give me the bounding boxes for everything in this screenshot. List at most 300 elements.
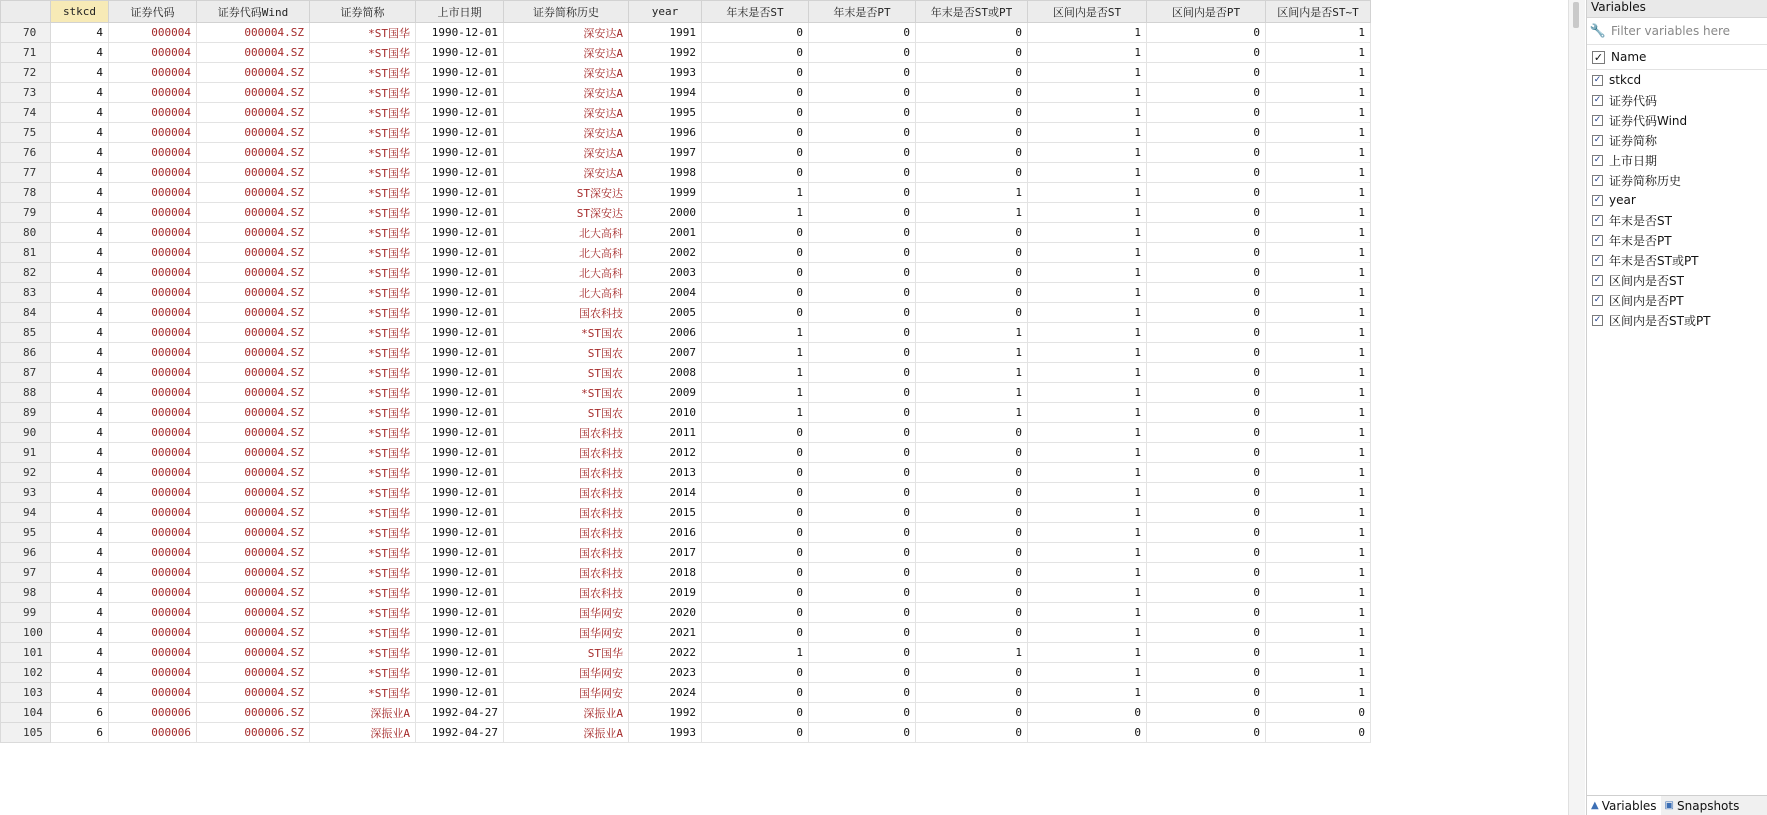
table-cell[interactable]: 深安达A bbox=[504, 103, 629, 123]
table-cell[interactable]: 000004 bbox=[109, 383, 197, 403]
table-cell[interactable]: 0 bbox=[702, 43, 809, 63]
table-row[interactable] bbox=[1, 503, 1371, 523]
table-row[interactable] bbox=[1, 263, 1371, 283]
table-cell[interactable]: *ST国华 bbox=[310, 663, 416, 683]
table-cell[interactable]: 2020 bbox=[629, 603, 702, 623]
table-cell[interactable]: 1 bbox=[1028, 463, 1147, 483]
table-cell[interactable]: 1990-12-01 bbox=[416, 403, 504, 423]
table-cell[interactable]: 000004 bbox=[109, 323, 197, 343]
table-cell[interactable]: 0 bbox=[809, 443, 916, 463]
table-cell[interactable]: 4 bbox=[51, 683, 109, 703]
table-cell[interactable]: 0 bbox=[1147, 403, 1266, 423]
table-cell[interactable]: 000004.SZ bbox=[197, 283, 310, 303]
table-cell[interactable]: 0 bbox=[1147, 223, 1266, 243]
table-cell[interactable]: 0 bbox=[916, 443, 1028, 463]
table-cell[interactable]: 1 bbox=[1028, 363, 1147, 383]
table-row[interactable] bbox=[1, 603, 1371, 623]
table-cell[interactable]: 1990-12-01 bbox=[416, 383, 504, 403]
table-row[interactable] bbox=[1, 243, 1371, 263]
table-cell[interactable]: 000004.SZ bbox=[197, 523, 310, 543]
table-cell[interactable]: 1 bbox=[1028, 123, 1147, 143]
table-row[interactable] bbox=[1, 63, 1371, 83]
table-cell[interactable]: 000004 bbox=[109, 263, 197, 283]
table-cell[interactable]: 0 bbox=[702, 443, 809, 463]
table-cell[interactable]: 2002 bbox=[629, 243, 702, 263]
table-cell[interactable]: 000004.SZ bbox=[197, 343, 310, 363]
table-row[interactable] bbox=[1, 583, 1371, 603]
table-cell[interactable]: 0 bbox=[916, 123, 1028, 143]
table-cell[interactable]: 0 bbox=[809, 123, 916, 143]
row-number[interactable]: 99 bbox=[1, 603, 51, 623]
table-cell[interactable]: 1998 bbox=[629, 163, 702, 183]
table-cell[interactable]: 2003 bbox=[629, 263, 702, 283]
table-cell[interactable]: 1 bbox=[916, 383, 1028, 403]
table-cell[interactable]: 1990-12-01 bbox=[416, 463, 504, 483]
table-cell[interactable]: 0 bbox=[1147, 243, 1266, 263]
table-cell[interactable]: 1996 bbox=[629, 123, 702, 143]
table-cell[interactable]: 1 bbox=[1028, 83, 1147, 103]
filter-variables-input[interactable] bbox=[1609, 23, 1763, 39]
table-cell[interactable]: 0 bbox=[702, 243, 809, 263]
variable-item[interactable] bbox=[1587, 110, 1767, 130]
table-cell[interactable]: 1 bbox=[1028, 643, 1147, 663]
table-cell[interactable]: 深安达A bbox=[504, 83, 629, 103]
table-cell[interactable]: 0 bbox=[916, 463, 1028, 483]
table-cell[interactable]: 1990-12-01 bbox=[416, 623, 504, 643]
table-cell[interactable]: 1990-12-01 bbox=[416, 503, 504, 523]
table-cell[interactable]: 0 bbox=[1147, 23, 1266, 43]
table-cell[interactable]: 1 bbox=[1028, 623, 1147, 643]
table-cell[interactable]: 000004.SZ bbox=[197, 503, 310, 523]
table-cell[interactable]: 1990-12-01 bbox=[416, 563, 504, 583]
table-cell[interactable]: 国华网安 bbox=[504, 623, 629, 643]
table-cell[interactable]: 0 bbox=[916, 263, 1028, 283]
table-cell[interactable]: 4 bbox=[51, 583, 109, 603]
row-number[interactable]: 101 bbox=[1, 643, 51, 663]
variable-checkbox[interactable]: ✓ bbox=[1593, 234, 1602, 245]
table-cell[interactable]: 4 bbox=[51, 423, 109, 443]
table-cell[interactable]: 000004 bbox=[109, 563, 197, 583]
table-row[interactable] bbox=[1, 623, 1371, 643]
table-cell[interactable]: 0 bbox=[809, 603, 916, 623]
table-cell[interactable]: 1 bbox=[1028, 103, 1147, 123]
table-cell[interactable]: *ST国华 bbox=[310, 303, 416, 323]
table-cell[interactable]: 0 bbox=[809, 543, 916, 563]
table-cell[interactable]: 0 bbox=[809, 623, 916, 643]
table-cell[interactable]: 000004 bbox=[109, 143, 197, 163]
row-number[interactable]: 82 bbox=[1, 263, 51, 283]
table-cell[interactable]: 4 bbox=[51, 463, 109, 483]
table-cell[interactable]: 0 bbox=[809, 203, 916, 223]
table-cell[interactable]: 国华网安 bbox=[504, 683, 629, 703]
table-cell[interactable]: 1 bbox=[1266, 323, 1371, 343]
table-cell[interactable]: 1990-12-01 bbox=[416, 523, 504, 543]
table-cell[interactable]: 000004.SZ bbox=[197, 203, 310, 223]
table-cell[interactable]: 0 bbox=[702, 603, 809, 623]
table-cell[interactable]: 1 bbox=[1266, 583, 1371, 603]
column-header[interactable]: 证券代码 bbox=[109, 1, 197, 23]
table-cell[interactable]: 0 bbox=[1147, 143, 1266, 163]
variable-item[interactable] bbox=[1587, 150, 1767, 170]
table-cell[interactable]: 2014 bbox=[629, 483, 702, 503]
table-cell[interactable]: 0 bbox=[809, 23, 916, 43]
table-cell[interactable]: 6 bbox=[51, 703, 109, 723]
table-cell[interactable]: 2009 bbox=[629, 383, 702, 403]
table-cell[interactable]: 0 bbox=[809, 283, 916, 303]
table-cell[interactable]: 0 bbox=[916, 623, 1028, 643]
table-cell[interactable]: 1990-12-01 bbox=[416, 143, 504, 163]
table-cell[interactable]: 0 bbox=[702, 163, 809, 183]
table-cell[interactable]: 000004.SZ bbox=[197, 323, 310, 343]
table-cell[interactable]: 1990-12-01 bbox=[416, 123, 504, 143]
name-column-header[interactable] bbox=[1587, 45, 1767, 70]
table-cell[interactable]: *ST国华 bbox=[310, 423, 416, 443]
row-number[interactable]: 70 bbox=[1, 23, 51, 43]
table-cell[interactable]: 0 bbox=[1147, 543, 1266, 563]
table-cell[interactable]: *ST国华 bbox=[310, 223, 416, 243]
table-cell[interactable]: 000004 bbox=[109, 503, 197, 523]
table-cell[interactable]: 000004.SZ bbox=[197, 603, 310, 623]
table-cell[interactable]: 0 bbox=[809, 583, 916, 603]
table-cell[interactable]: 0 bbox=[809, 383, 916, 403]
table-cell[interactable]: 000006.SZ bbox=[197, 703, 310, 723]
table-cell[interactable]: 4 bbox=[51, 83, 109, 103]
table-cell[interactable]: 0 bbox=[1147, 503, 1266, 523]
table-cell[interactable]: 000004 bbox=[109, 463, 197, 483]
variable-item[interactable] bbox=[1587, 90, 1767, 110]
row-number[interactable]: 78 bbox=[1, 183, 51, 203]
table-cell[interactable]: 1990-12-01 bbox=[416, 423, 504, 443]
table-cell[interactable]: *ST国华 bbox=[310, 363, 416, 383]
table-cell[interactable]: 2012 bbox=[629, 443, 702, 463]
table-cell[interactable]: 1 bbox=[1028, 543, 1147, 563]
table-cell[interactable]: 0 bbox=[916, 423, 1028, 443]
column-header[interactable]: 上市日期 bbox=[416, 1, 504, 23]
table-cell[interactable]: 0 bbox=[1147, 303, 1266, 323]
table-cell[interactable]: 北大高科 bbox=[504, 283, 629, 303]
table-cell[interactable]: 000004.SZ bbox=[197, 163, 310, 183]
column-header[interactable]: 证券代码Wind bbox=[197, 1, 310, 23]
table-cell[interactable]: *ST国华 bbox=[310, 63, 416, 83]
table-cell[interactable]: 2015 bbox=[629, 503, 702, 523]
variable-item[interactable] bbox=[1587, 130, 1767, 150]
row-number[interactable]: 90 bbox=[1, 423, 51, 443]
table-cell[interactable]: *ST国华 bbox=[310, 43, 416, 63]
table-cell[interactable]: 4 bbox=[51, 603, 109, 623]
table-cell[interactable]: 深振业A bbox=[504, 703, 629, 723]
table-cell[interactable]: 4 bbox=[51, 323, 109, 343]
row-number[interactable]: 80 bbox=[1, 223, 51, 243]
table-cell[interactable]: 0 bbox=[702, 103, 809, 123]
variable-item[interactable] bbox=[1587, 190, 1767, 210]
table-cell[interactable]: 1 bbox=[702, 363, 809, 383]
table-cell[interactable]: 0 bbox=[809, 303, 916, 323]
scrollbar-thumb[interactable] bbox=[1573, 2, 1579, 28]
table-cell[interactable]: 国华网安 bbox=[504, 663, 629, 683]
table-cell[interactable]: 4 bbox=[51, 383, 109, 403]
column-header[interactable]: 区间内是否ST~T bbox=[1266, 1, 1371, 23]
table-cell[interactable]: 1 bbox=[1266, 203, 1371, 223]
table-cell[interactable]: 4 bbox=[51, 223, 109, 243]
table-cell[interactable]: 2013 bbox=[629, 463, 702, 483]
row-number[interactable]: 74 bbox=[1, 103, 51, 123]
table-cell[interactable]: 0 bbox=[809, 403, 916, 423]
table-cell[interactable]: 0 bbox=[1147, 163, 1266, 183]
table-row[interactable] bbox=[1, 163, 1371, 183]
table-cell[interactable]: 2007 bbox=[629, 343, 702, 363]
table-row[interactable] bbox=[1, 23, 1371, 43]
table-cell[interactable]: 1 bbox=[916, 403, 1028, 423]
table-cell[interactable]: 0 bbox=[1147, 643, 1266, 663]
table-row[interactable] bbox=[1, 303, 1371, 323]
table-cell[interactable]: 1990-12-01 bbox=[416, 323, 504, 343]
table-cell[interactable]: *ST国华 bbox=[310, 603, 416, 623]
table-cell[interactable]: 0 bbox=[809, 43, 916, 63]
table-row[interactable] bbox=[1, 703, 1371, 723]
table-cell[interactable]: 2008 bbox=[629, 363, 702, 383]
table-row[interactable] bbox=[1, 123, 1371, 143]
table-cell[interactable]: 1990-12-01 bbox=[416, 483, 504, 503]
table-cell[interactable]: 1 bbox=[1028, 203, 1147, 223]
table-cell[interactable]: 0 bbox=[809, 83, 916, 103]
row-number[interactable]: 75 bbox=[1, 123, 51, 143]
table-cell[interactable]: 000004 bbox=[109, 183, 197, 203]
table-cell[interactable]: 2000 bbox=[629, 203, 702, 223]
table-cell[interactable]: 000006 bbox=[109, 723, 197, 743]
table-row[interactable] bbox=[1, 563, 1371, 583]
table-cell[interactable]: 1 bbox=[1028, 603, 1147, 623]
row-number[interactable]: 79 bbox=[1, 203, 51, 223]
row-number[interactable]: 92 bbox=[1, 463, 51, 483]
table-cell[interactable]: *ST国华 bbox=[310, 263, 416, 283]
table-cell[interactable]: 1990-12-01 bbox=[416, 643, 504, 663]
table-cell[interactable]: 1995 bbox=[629, 103, 702, 123]
table-cell[interactable]: 1 bbox=[1266, 363, 1371, 383]
table-cell[interactable]: 000004.SZ bbox=[197, 143, 310, 163]
table-cell[interactable]: 0 bbox=[809, 463, 916, 483]
table-cell[interactable]: 0 bbox=[916, 83, 1028, 103]
table-cell[interactable]: 国农科技 bbox=[504, 523, 629, 543]
table-cell[interactable]: 0 bbox=[1147, 583, 1266, 603]
table-cell[interactable]: 1 bbox=[1028, 223, 1147, 243]
table-row[interactable] bbox=[1, 183, 1371, 203]
table-cell[interactable]: 4 bbox=[51, 363, 109, 383]
table-cell[interactable]: 0 bbox=[702, 463, 809, 483]
table-cell[interactable]: 国农科技 bbox=[504, 443, 629, 463]
table-cell[interactable]: 0 bbox=[1147, 63, 1266, 83]
table-row[interactable] bbox=[1, 723, 1371, 743]
table-cell[interactable]: 1 bbox=[1266, 503, 1371, 523]
table-cell[interactable]: 1 bbox=[1028, 403, 1147, 423]
table-cell[interactable]: 国华网安 bbox=[504, 603, 629, 623]
table-cell[interactable]: 000004.SZ bbox=[197, 123, 310, 143]
row-number[interactable]: 103 bbox=[1, 683, 51, 703]
table-cell[interactable]: 1990-12-01 bbox=[416, 343, 504, 363]
table-cell[interactable]: 0 bbox=[916, 303, 1028, 323]
table-cell[interactable]: 2018 bbox=[629, 563, 702, 583]
table-cell[interactable]: *ST国华 bbox=[310, 143, 416, 163]
table-cell[interactable]: 000004.SZ bbox=[197, 303, 310, 323]
table-cell[interactable]: 2011 bbox=[629, 423, 702, 443]
table-row[interactable] bbox=[1, 543, 1371, 563]
table-cell[interactable]: 0 bbox=[1147, 623, 1266, 643]
table-cell[interactable]: 000004.SZ bbox=[197, 23, 310, 43]
table-cell[interactable]: 1 bbox=[1028, 523, 1147, 543]
table-cell[interactable]: 0 bbox=[809, 483, 916, 503]
table-row[interactable] bbox=[1, 423, 1371, 443]
table-cell[interactable]: 北大高科 bbox=[504, 263, 629, 283]
table-cell[interactable]: 000004.SZ bbox=[197, 243, 310, 263]
table-cell[interactable]: 2010 bbox=[629, 403, 702, 423]
table-cell[interactable]: 4 bbox=[51, 503, 109, 523]
row-number[interactable]: 105 bbox=[1, 723, 51, 743]
table-cell[interactable]: 000004.SZ bbox=[197, 383, 310, 403]
table-cell[interactable]: 0 bbox=[1147, 683, 1266, 703]
table-cell[interactable]: 1990-12-01 bbox=[416, 23, 504, 43]
table-cell[interactable]: 1 bbox=[1028, 683, 1147, 703]
table-cell[interactable]: 国农科技 bbox=[504, 543, 629, 563]
row-number[interactable]: 84 bbox=[1, 303, 51, 323]
table-cell[interactable]: 000004.SZ bbox=[197, 223, 310, 243]
row-number[interactable]: 81 bbox=[1, 243, 51, 263]
table-cell[interactable]: 北大高科 bbox=[504, 223, 629, 243]
table-cell[interactable]: 1 bbox=[1028, 303, 1147, 323]
table-cell[interactable]: 1 bbox=[1028, 423, 1147, 443]
table-cell[interactable]: 000004.SZ bbox=[197, 483, 310, 503]
table-cell[interactable]: 1991 bbox=[629, 23, 702, 43]
column-header[interactable]: 年末是否ST或PT bbox=[916, 1, 1028, 23]
table-cell[interactable]: 000004 bbox=[109, 123, 197, 143]
table-cell[interactable]: 0 bbox=[916, 103, 1028, 123]
table-cell[interactable]: 4 bbox=[51, 343, 109, 363]
table-cell[interactable]: 000004 bbox=[109, 223, 197, 243]
table-cell[interactable]: 0 bbox=[702, 563, 809, 583]
table-cell[interactable]: 000004 bbox=[109, 443, 197, 463]
table-cell[interactable]: *ST国华 bbox=[310, 563, 416, 583]
table-cell[interactable]: 国农科技 bbox=[504, 303, 629, 323]
table-cell[interactable]: 2006 bbox=[629, 323, 702, 343]
table-cell[interactable]: 000004 bbox=[109, 643, 197, 663]
table-cell[interactable]: 0 bbox=[702, 283, 809, 303]
table-cell[interactable]: 0 bbox=[916, 703, 1028, 723]
table-cell[interactable]: 2024 bbox=[629, 683, 702, 703]
table-cell[interactable]: 4 bbox=[51, 443, 109, 463]
table-cell[interactable]: 0 bbox=[916, 223, 1028, 243]
table-cell[interactable]: 1 bbox=[1266, 463, 1371, 483]
table-cell[interactable]: 1990-12-01 bbox=[416, 283, 504, 303]
table-cell[interactable]: 1 bbox=[1028, 563, 1147, 583]
table-cell[interactable]: 000004 bbox=[109, 283, 197, 303]
table-cell[interactable]: 1 bbox=[1266, 643, 1371, 663]
table-cell[interactable]: 4 bbox=[51, 483, 109, 503]
table-cell[interactable]: 1 bbox=[1266, 403, 1371, 423]
table-cell[interactable]: *ST国华 bbox=[310, 523, 416, 543]
table-cell[interactable]: 2021 bbox=[629, 623, 702, 643]
table-cell[interactable]: 0 bbox=[702, 303, 809, 323]
table-cell[interactable]: 深安达A bbox=[504, 43, 629, 63]
table-cell[interactable]: 0 bbox=[1147, 343, 1266, 363]
table-cell[interactable]: *ST国华 bbox=[310, 203, 416, 223]
table-cell[interactable]: 0 bbox=[1147, 423, 1266, 443]
table-cell[interactable]: 0 bbox=[702, 63, 809, 83]
table-row[interactable] bbox=[1, 343, 1371, 363]
table-cell[interactable]: 0 bbox=[809, 523, 916, 543]
table-cell[interactable]: *ST国华 bbox=[310, 643, 416, 663]
table-cell[interactable]: 1 bbox=[916, 323, 1028, 343]
table-cell[interactable]: 000004.SZ bbox=[197, 663, 310, 683]
table-cell[interactable]: 深安达A bbox=[504, 23, 629, 43]
variable-checkbox[interactable]: ✓ bbox=[1593, 114, 1602, 125]
table-cell[interactable]: 1 bbox=[702, 323, 809, 343]
variable-checkbox[interactable]: ✓ bbox=[1593, 254, 1602, 265]
table-cell[interactable]: 000004 bbox=[109, 243, 197, 263]
table-cell[interactable]: 1 bbox=[1028, 443, 1147, 463]
table-cell[interactable]: 1990-12-01 bbox=[416, 63, 504, 83]
table-cell[interactable]: 4 bbox=[51, 63, 109, 83]
table-cell[interactable]: *ST国华 bbox=[310, 403, 416, 423]
table-cell[interactable]: 000004.SZ bbox=[197, 623, 310, 643]
table-cell[interactable]: 1 bbox=[1266, 623, 1371, 643]
table-cell[interactable]: 000004 bbox=[109, 423, 197, 443]
table-cell[interactable]: 1990-12-01 bbox=[416, 303, 504, 323]
table-row[interactable] bbox=[1, 83, 1371, 103]
table-cell[interactable]: 0 bbox=[916, 723, 1028, 743]
table-cell[interactable]: 000004.SZ bbox=[197, 363, 310, 383]
table-cell[interactable]: *ST国农 bbox=[504, 323, 629, 343]
table-cell[interactable]: *ST国华 bbox=[310, 83, 416, 103]
table-cell[interactable]: 1992-04-27 bbox=[416, 723, 504, 743]
table-cell[interactable]: 1 bbox=[1266, 543, 1371, 563]
table-cell[interactable]: 000004.SZ bbox=[197, 183, 310, 203]
row-number[interactable]: 88 bbox=[1, 383, 51, 403]
table-cell[interactable]: 1 bbox=[1266, 123, 1371, 143]
variable-item[interactable] bbox=[1587, 310, 1767, 330]
variable-item[interactable] bbox=[1587, 290, 1767, 310]
variable-checkbox[interactable]: ✓ bbox=[1593, 74, 1602, 85]
table-cell[interactable]: 国农科技 bbox=[504, 483, 629, 503]
table-cell[interactable]: 4 bbox=[51, 163, 109, 183]
table-cell[interactable]: 1 bbox=[1266, 303, 1371, 323]
table-cell[interactable]: 0 bbox=[809, 503, 916, 523]
table-cell[interactable]: 1 bbox=[1266, 483, 1371, 503]
table-row[interactable] bbox=[1, 443, 1371, 463]
row-number[interactable]: 71 bbox=[1, 43, 51, 63]
table-cell[interactable]: 1 bbox=[1028, 243, 1147, 263]
table-cell[interactable]: 000004.SZ bbox=[197, 463, 310, 483]
table-cell[interactable]: 1 bbox=[1266, 603, 1371, 623]
table-cell[interactable]: 0 bbox=[916, 243, 1028, 263]
table-cell[interactable]: 1 bbox=[1266, 143, 1371, 163]
table-row[interactable] bbox=[1, 403, 1371, 423]
table-cell[interactable]: 0 bbox=[702, 543, 809, 563]
variable-item[interactable] bbox=[1587, 270, 1767, 290]
row-number[interactable]: 100 bbox=[1, 623, 51, 643]
table-cell[interactable]: 1 bbox=[1266, 243, 1371, 263]
table-cell[interactable]: 1 bbox=[702, 383, 809, 403]
table-cell[interactable]: 0 bbox=[702, 703, 809, 723]
table-cell[interactable]: *ST国华 bbox=[310, 483, 416, 503]
table-cell[interactable]: 4 bbox=[51, 203, 109, 223]
table-cell[interactable]: 0 bbox=[916, 143, 1028, 163]
row-number[interactable]: 77 bbox=[1, 163, 51, 183]
table-cell[interactable]: 1992 bbox=[629, 703, 702, 723]
table-cell[interactable]: 0 bbox=[916, 683, 1028, 703]
row-number[interactable]: 87 bbox=[1, 363, 51, 383]
table-cell[interactable]: 1 bbox=[1266, 63, 1371, 83]
column-header[interactable]: stkcd bbox=[51, 1, 109, 23]
table-cell[interactable]: 1 bbox=[1028, 23, 1147, 43]
table-cell[interactable]: 国农科技 bbox=[504, 423, 629, 443]
